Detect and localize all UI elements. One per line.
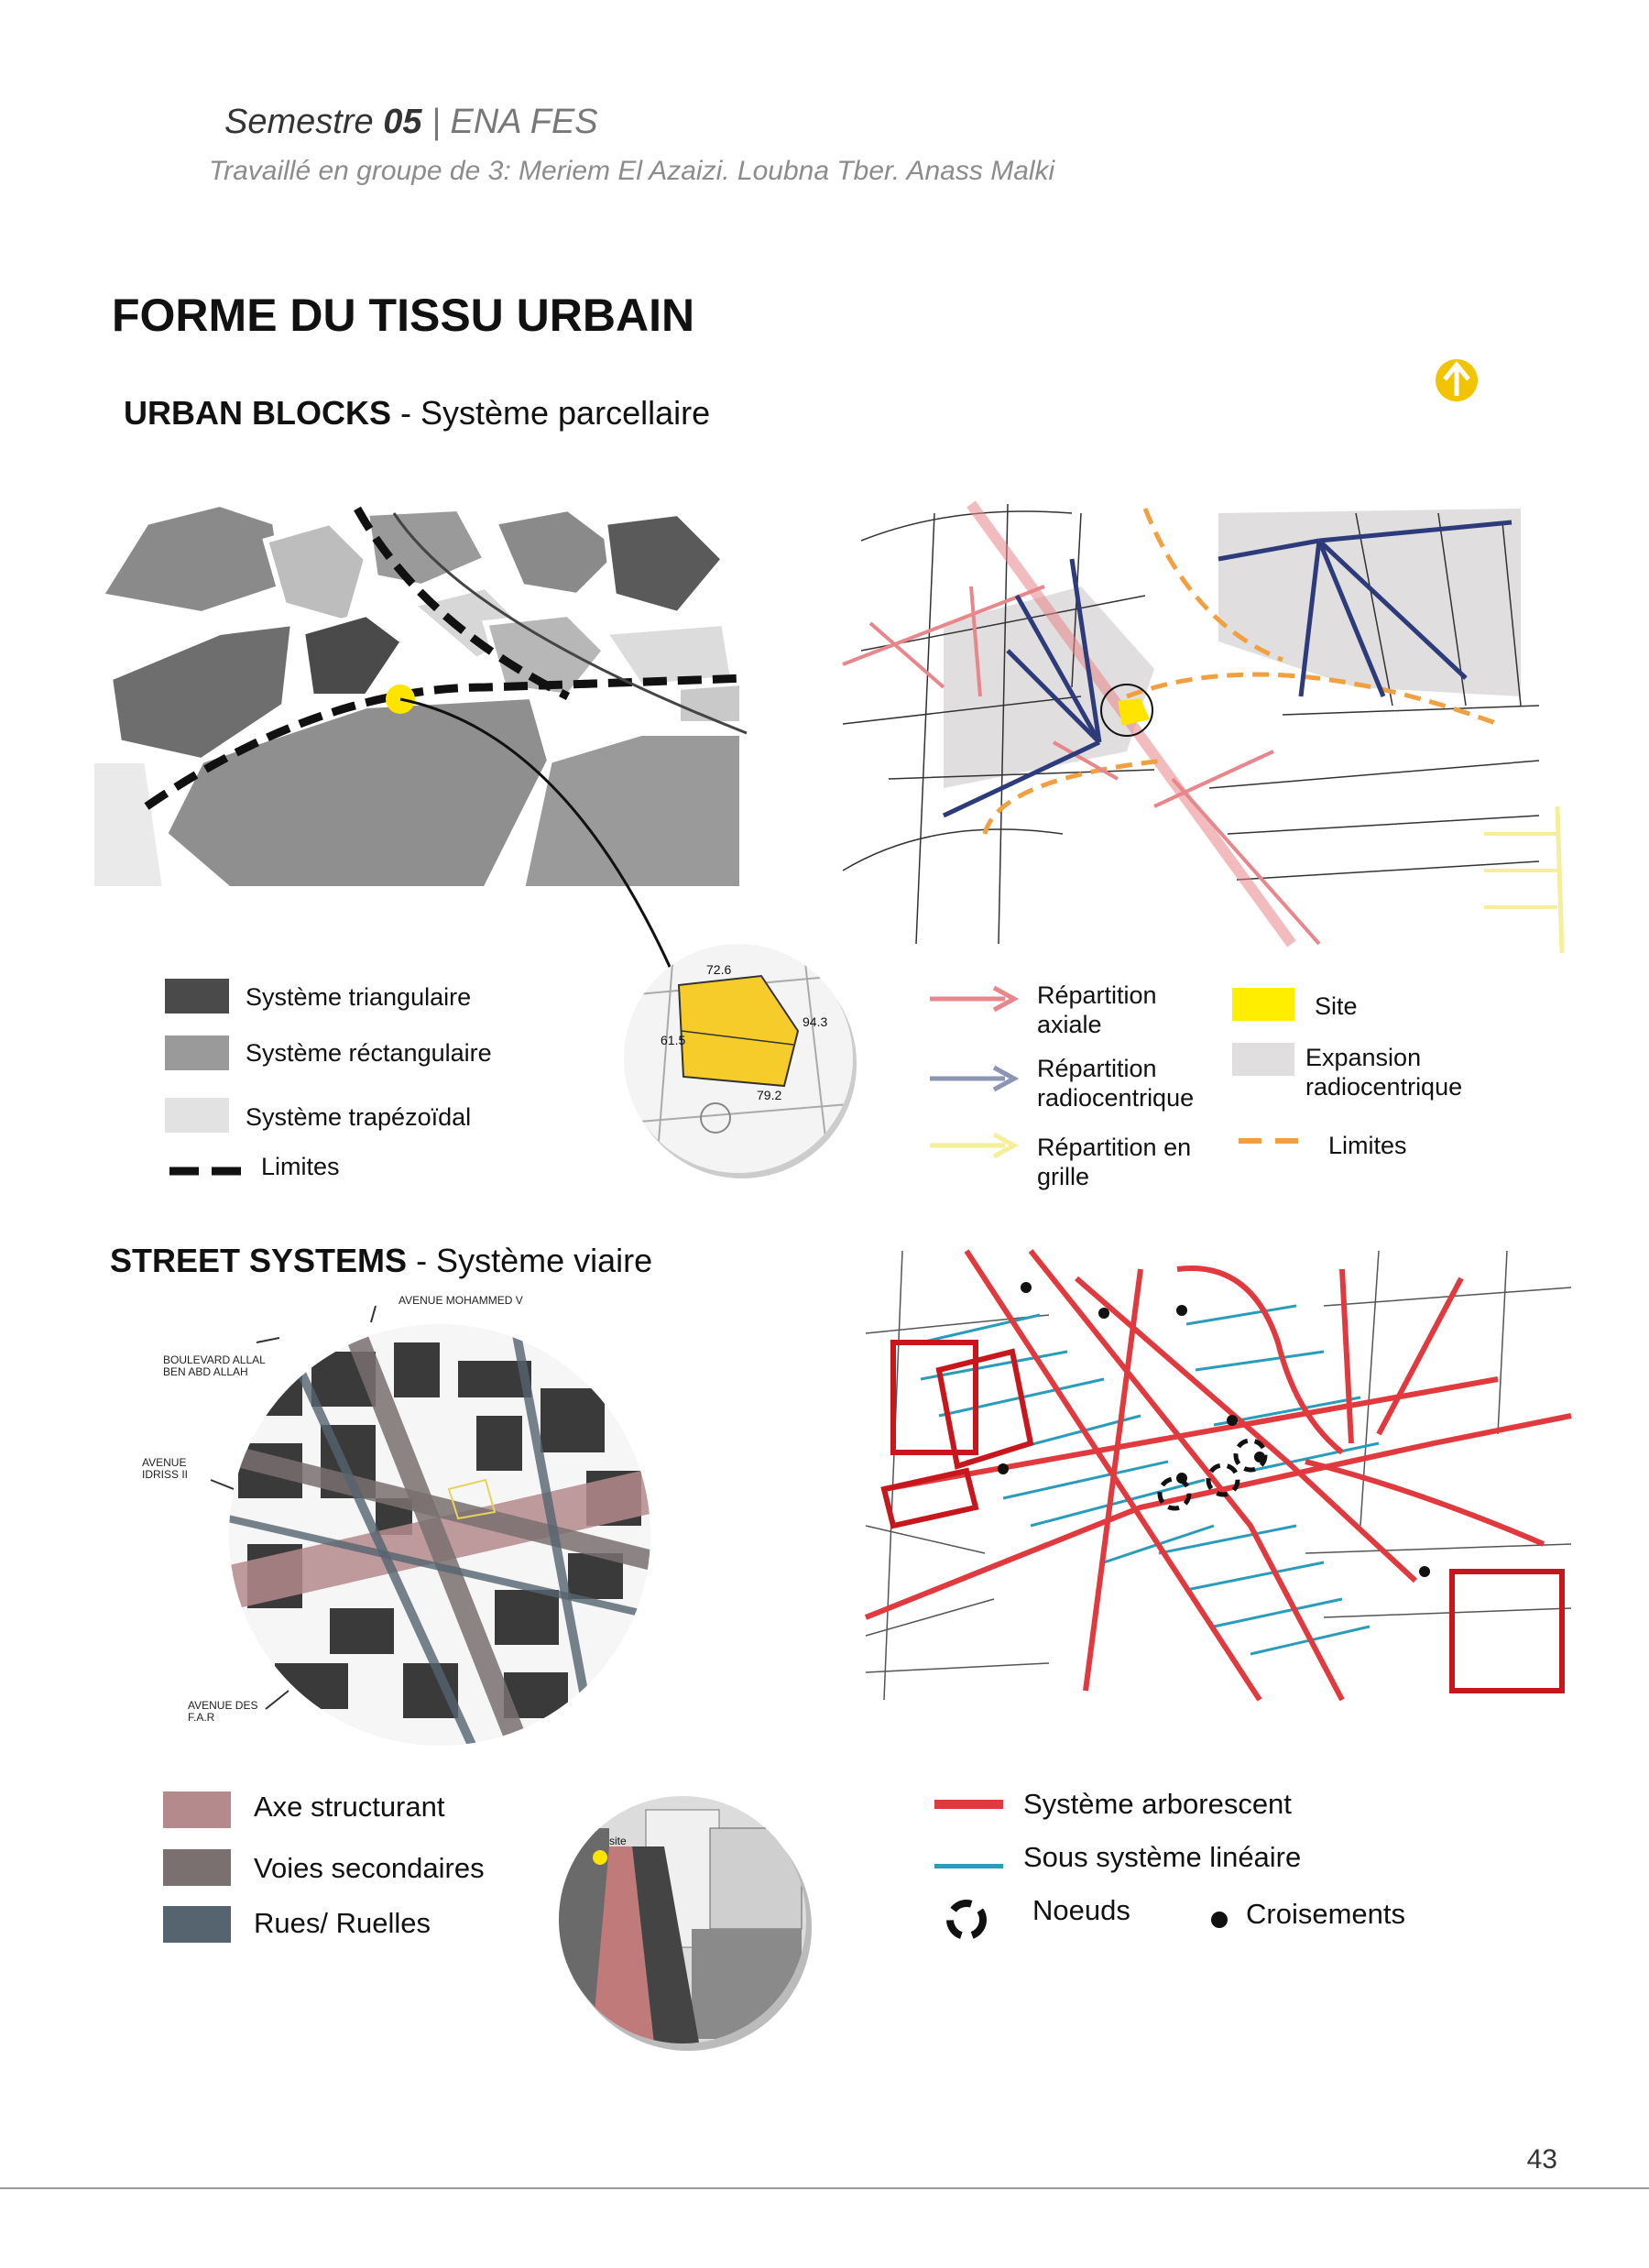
legend-site: Site [1315, 992, 1358, 1020]
swatch-expansion [1232, 1043, 1294, 1076]
semester-label: Semestre [224, 103, 374, 141]
legend-axial: Répartition axiale [1037, 981, 1157, 1038]
swatch-rues-ruelles [163, 1906, 231, 1943]
legend-rectangular: Système réctangulaire [246, 1039, 492, 1067]
croisement-dot-icon [1209, 1910, 1229, 1930]
swatch-voies-secondaires [163, 1849, 231, 1886]
distribution-map [843, 486, 1576, 953]
limits-orange-swatch [1239, 1136, 1303, 1145]
site-inset-circle [619, 939, 857, 1178]
school-name: ENA FES [450, 103, 598, 141]
legend-limits: Limites [261, 1153, 340, 1180]
site-dim-left: 61.5 [661, 1033, 686, 1047]
page-number: 43 [1526, 2144, 1557, 2175]
arrow-radiocentric-icon [930, 1065, 1017, 1092]
line-lineaire-swatch [934, 1863, 1003, 1870]
limits-dash-swatch [169, 1166, 243, 1177]
north-arrow-icon [1434, 357, 1480, 403]
street-label-pointers [110, 1287, 458, 1727]
arrow-axial-icon [930, 985, 1017, 1013]
footer-rule [0, 2187, 1649, 2189]
legend-lineaire: Sous système linéaire [1023, 1841, 1302, 1873]
street-systems-heading-bold: STREET SYSTEMS [110, 1242, 408, 1279]
label-avenue-mohammed: AVENUE MOHAMMED V [399, 1294, 523, 1307]
separator: | [431, 103, 441, 141]
legend-triangular: Système triangulaire [246, 983, 472, 1011]
arrow-grid-icon [930, 1132, 1017, 1159]
label-boulevard-allal: BOULEVARD ALLAL BEN ABD ALLAH [163, 1353, 266, 1378]
legend-croisements: Croisements [1246, 1898, 1405, 1930]
site-dim-top: 72.6 [706, 962, 732, 977]
legend-radiocentric: Répartition radiocentrique [1037, 1055, 1195, 1112]
legend-expansion: Expansion radiocentrique [1305, 1044, 1463, 1101]
noeud-icon [944, 1897, 989, 1943]
credits-line: Travaillé en groupe de 3: Meriem El Azaizi. Loubna Tber. Anass Malki [209, 156, 1055, 186]
page-title: FORME DU TISSU URBAIN [112, 290, 695, 341]
legend-trapezoidal: Système trapézoïdal [246, 1103, 472, 1131]
legend-voies-secondaires: Voies secondaires [254, 1852, 485, 1884]
label-avenue-idriss: AVENUE IDRISS II [142, 1456, 189, 1481]
swatch-axe-structurant [163, 1791, 231, 1828]
street-network-map [866, 1251, 1571, 1700]
street-systems-heading-rest: - Système viaire [407, 1242, 653, 1279]
semester-number: 05 [383, 103, 422, 141]
swatch-triangular [165, 979, 229, 1013]
swatch-site [1232, 988, 1294, 1021]
site-dim-right: 94.3 [803, 1014, 828, 1029]
legend-arborescent: Système arborescent [1023, 1788, 1292, 1820]
photo-site-label: site [609, 1835, 627, 1847]
parcel-system-map [92, 486, 751, 907]
street-photo-circle [554, 1791, 815, 2053]
urban-blocks-heading-bold: URBAN BLOCKS [124, 394, 391, 432]
site-dim-bottom: 79.2 [757, 1088, 782, 1102]
label-avenue-far: AVENUE DES F.A.R [188, 1699, 258, 1724]
swatch-trapezoidal [165, 1098, 229, 1133]
legend-grid: Répartition en grille [1037, 1134, 1192, 1190]
street-systems-heading [110, 1242, 652, 1280]
legend-noeuds: Noeuds [1032, 1894, 1130, 1926]
line-arborescent-swatch [934, 1798, 1003, 1811]
urban-blocks-heading [124, 394, 710, 433]
swatch-rectangular [165, 1035, 229, 1070]
semester-header [224, 103, 598, 142]
legend-axe-structurant: Axe structurant [254, 1791, 445, 1823]
urban-blocks-heading-rest: - Système parcellaire [391, 394, 711, 432]
legend-limits-orange: Limites [1328, 1132, 1407, 1159]
legend-rues-ruelles: Rues/ Ruelles [254, 1907, 431, 1939]
